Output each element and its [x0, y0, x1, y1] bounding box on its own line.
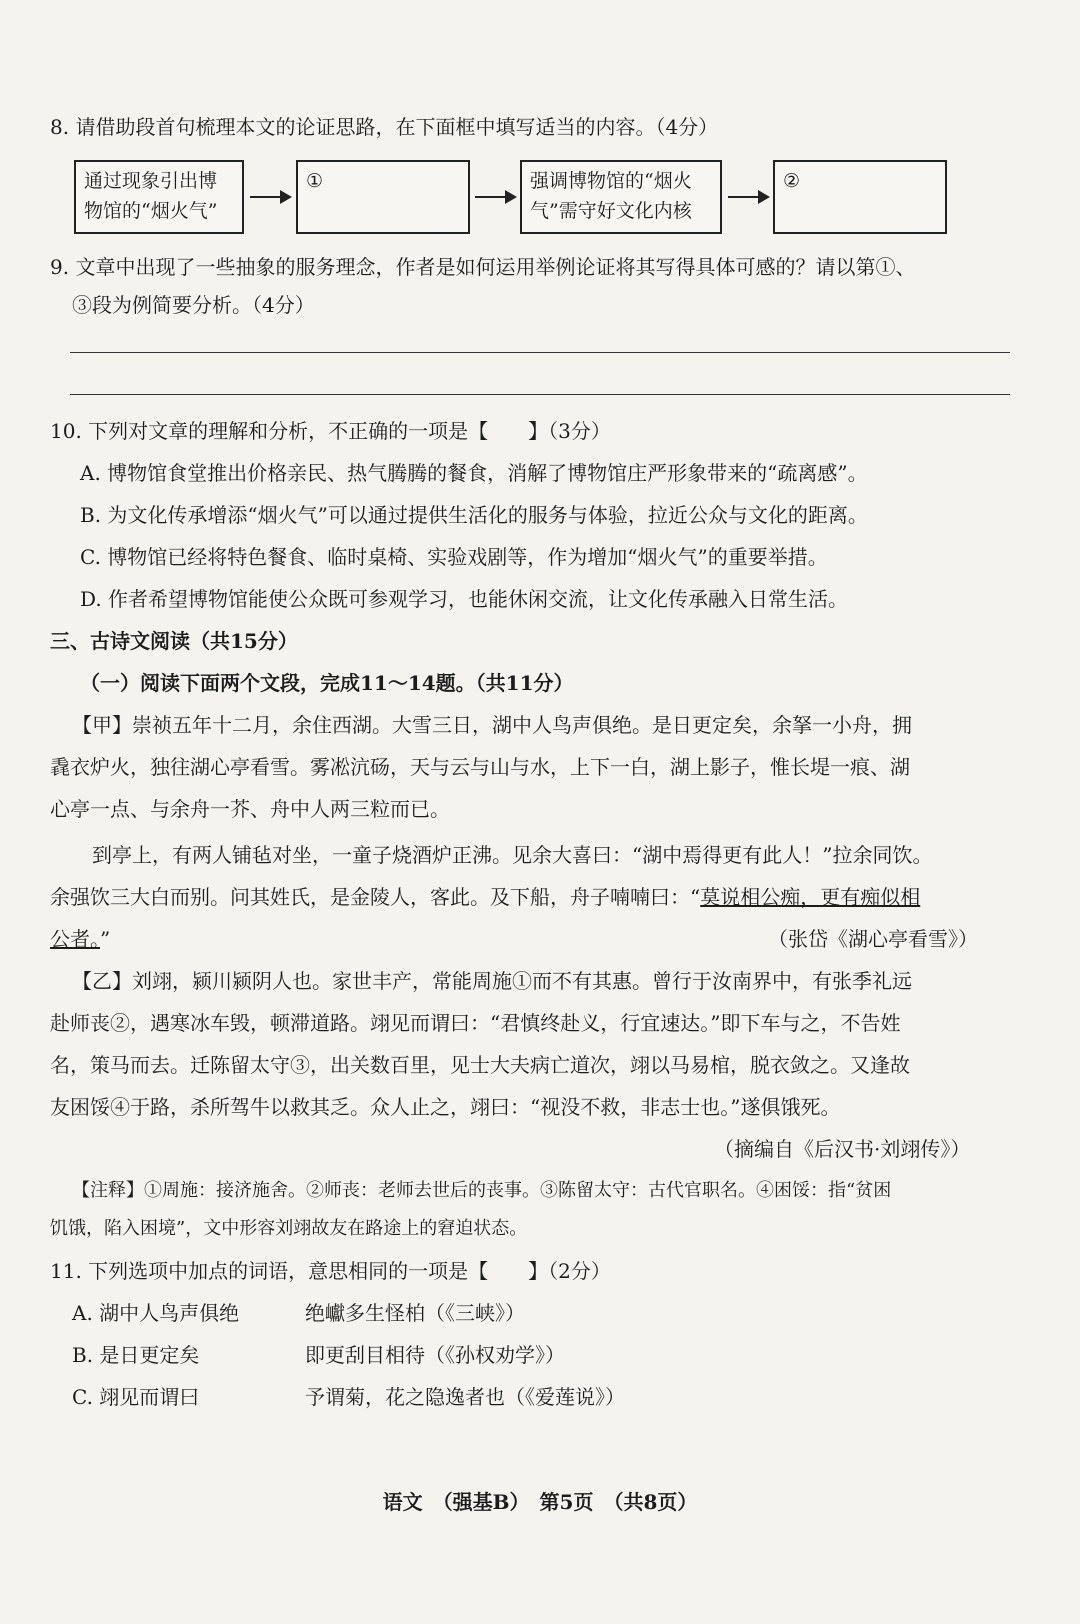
flow-arrow-1 [250, 196, 290, 198]
jia-line-5 [50, 882, 920, 912]
q8-stem: 8. 请借助段首句梳理本文的论证思路，在下面框中填写适当的内容。（4分） [50, 115, 719, 139]
answer-line-1[interactable] [70, 352, 1010, 353]
flow-box-3 [520, 160, 722, 234]
jia-quote-underlined: 莫说相公痴，更有痴似相 [700, 885, 921, 909]
q9-line-2: ③段为例简要分析。（4分） [72, 293, 315, 317]
section-title: 三、古诗文阅读（共15分） [50, 629, 298, 653]
yi-line-1: 【乙】刘翊，颍川颍阴人也。家世丰产，常能周施①而不有其惠。曾行于汝南界中，有张季礼远 [72, 969, 912, 993]
jia-line-2: 毳衣炉火，独往湖心亭看雪。雾凇沆砀，天与云与山与水，上下一白，湖上影子，惟长堤一痕、湖 [50, 755, 910, 779]
jia-line-5-text: 余强饮三大白而别。问其姓氏，是金陵人，客此。及下船，舟子喃喃曰：“ [50, 885, 701, 909]
flow-box-1-line-2: 物馆的“烟火气” [84, 200, 218, 222]
notes-line-1: 【注释】①周施：接济施舍。②师丧：老师去世后的丧事。③陈留太守：古代官职名。④困馁：指“贫困 [72, 1180, 892, 1201]
q10-option-c: C. 博物馆已经将特色餐食、临时桌椅、实验戏剧等，作为增加“烟火气”的重要举措。 [80, 545, 828, 569]
flow-box-3-line-2: 气”需守好文化内核 [530, 200, 692, 222]
jia-quote-close: ” [100, 927, 111, 951]
jia-quote-underlined-end: 公者。 [50, 927, 100, 951]
flow-box-2[interactable] [296, 160, 470, 234]
jia-line-4: 到亭上，有两人铺毡对坐，一童子烧酒炉正沸。见余大喜曰：“湖中焉得更有此人！”拉余同饮。 [92, 843, 933, 867]
yi-line-2: 赴师丧②，遇寒冰车毁，顿滞道路。翊见而谓曰：“君慎终赴义，行宜速达。”即下车与之，不告姓 [50, 1011, 901, 1035]
jia-line-1: 【甲】崇祯五年十二月，余住西湖。大雪三日，湖中人鸟声俱绝。是日更定矣，余拏一小舟，拥 [72, 713, 912, 737]
q11-option-b-left: B. 是日更定矣 [72, 1343, 200, 1367]
q11-stem: 11. 下列选项中加点的词语，意思相同的一项是【 】（2分） [50, 1259, 611, 1283]
q9-line-1: 9. 文章中出现了一些抽象的服务理念，作者是如何运用举例论证将其写得具体可感的？请以第①、 [50, 255, 916, 279]
flow-box-4[interactable] [773, 160, 947, 234]
q11-option-c-left: C. 翊见而谓曰 [72, 1385, 200, 1409]
answer-line-2[interactable] [70, 394, 1010, 395]
flow-box-1 [74, 160, 244, 234]
notes-line-2: 饥饿，陷入困境”，文中形容刘翊故友在路途上的窘迫状态。 [50, 1218, 528, 1239]
yi-source: （摘编自《后汉书·刘翊传》） [714, 1137, 971, 1161]
section-subtitle: （一）阅读下面两个文段，完成11～14题。（共11分） [80, 671, 574, 695]
q10-option-b: B. 为文化传承增添“烟火气”可以通过提供生活化的服务与体验，拉近公众与文化的距离。 [80, 503, 868, 527]
flow-box-1-line-1: 通过现象引出博 [84, 170, 218, 192]
jia-source: （张岱《湖心亭看雪》） [768, 927, 978, 951]
flow-box-3-line-1: 强调博物馆的“烟火 [530, 170, 692, 192]
flow-arrow-2 [475, 196, 515, 198]
yi-line-4: 友困馁④于路，杀所驾牛以救其乏。众人止之，翊曰：“视没不救，非志士也。”遂俱饿死。 [50, 1095, 841, 1119]
flow-box-2-label: ① [306, 170, 324, 192]
flow-arrow-3 [728, 196, 768, 198]
jia-line-3: 心亭一点、与余舟一芥、舟中人两三粒而已。 [50, 797, 450, 821]
q10-stem: 10. 下列对文章的理解和分析，不正确的一项是【 】（3分） [50, 419, 611, 443]
q11-option-c-right: 予谓菊，花之隐逸者也（《爱莲说》） [305, 1385, 625, 1409]
page-footer: 语文 （强基B） 第5页 （共8页） [382, 1490, 698, 1514]
flow-box-4-label: ② [783, 170, 801, 192]
yi-line-3: 名，策马而去。迁陈留太守③，出关数百里，见士大夫病亡道次，翊以马易棺，脱衣敛之。又逢故 [50, 1053, 910, 1077]
jia-line-6 [50, 924, 110, 954]
q10-option-a: A. 博物馆食堂推出价格亲民、热气腾腾的餐食，消解了博物馆庄严形象带来的“疏离感”。 [80, 461, 868, 485]
q11-option-a-left: A. 湖中人鸟声俱绝 [72, 1301, 240, 1325]
q11-option-a-right: 绝巘多生怪柏（《三峡》） [305, 1301, 525, 1325]
q10-option-d: D. 作者希望博物馆能使公众既可参观学习，也能休闲交流，让文化传承融入日常生活。 [80, 587, 849, 611]
q11-option-b-right: 即更刮目相待（《孙权劝学》） [305, 1343, 565, 1367]
